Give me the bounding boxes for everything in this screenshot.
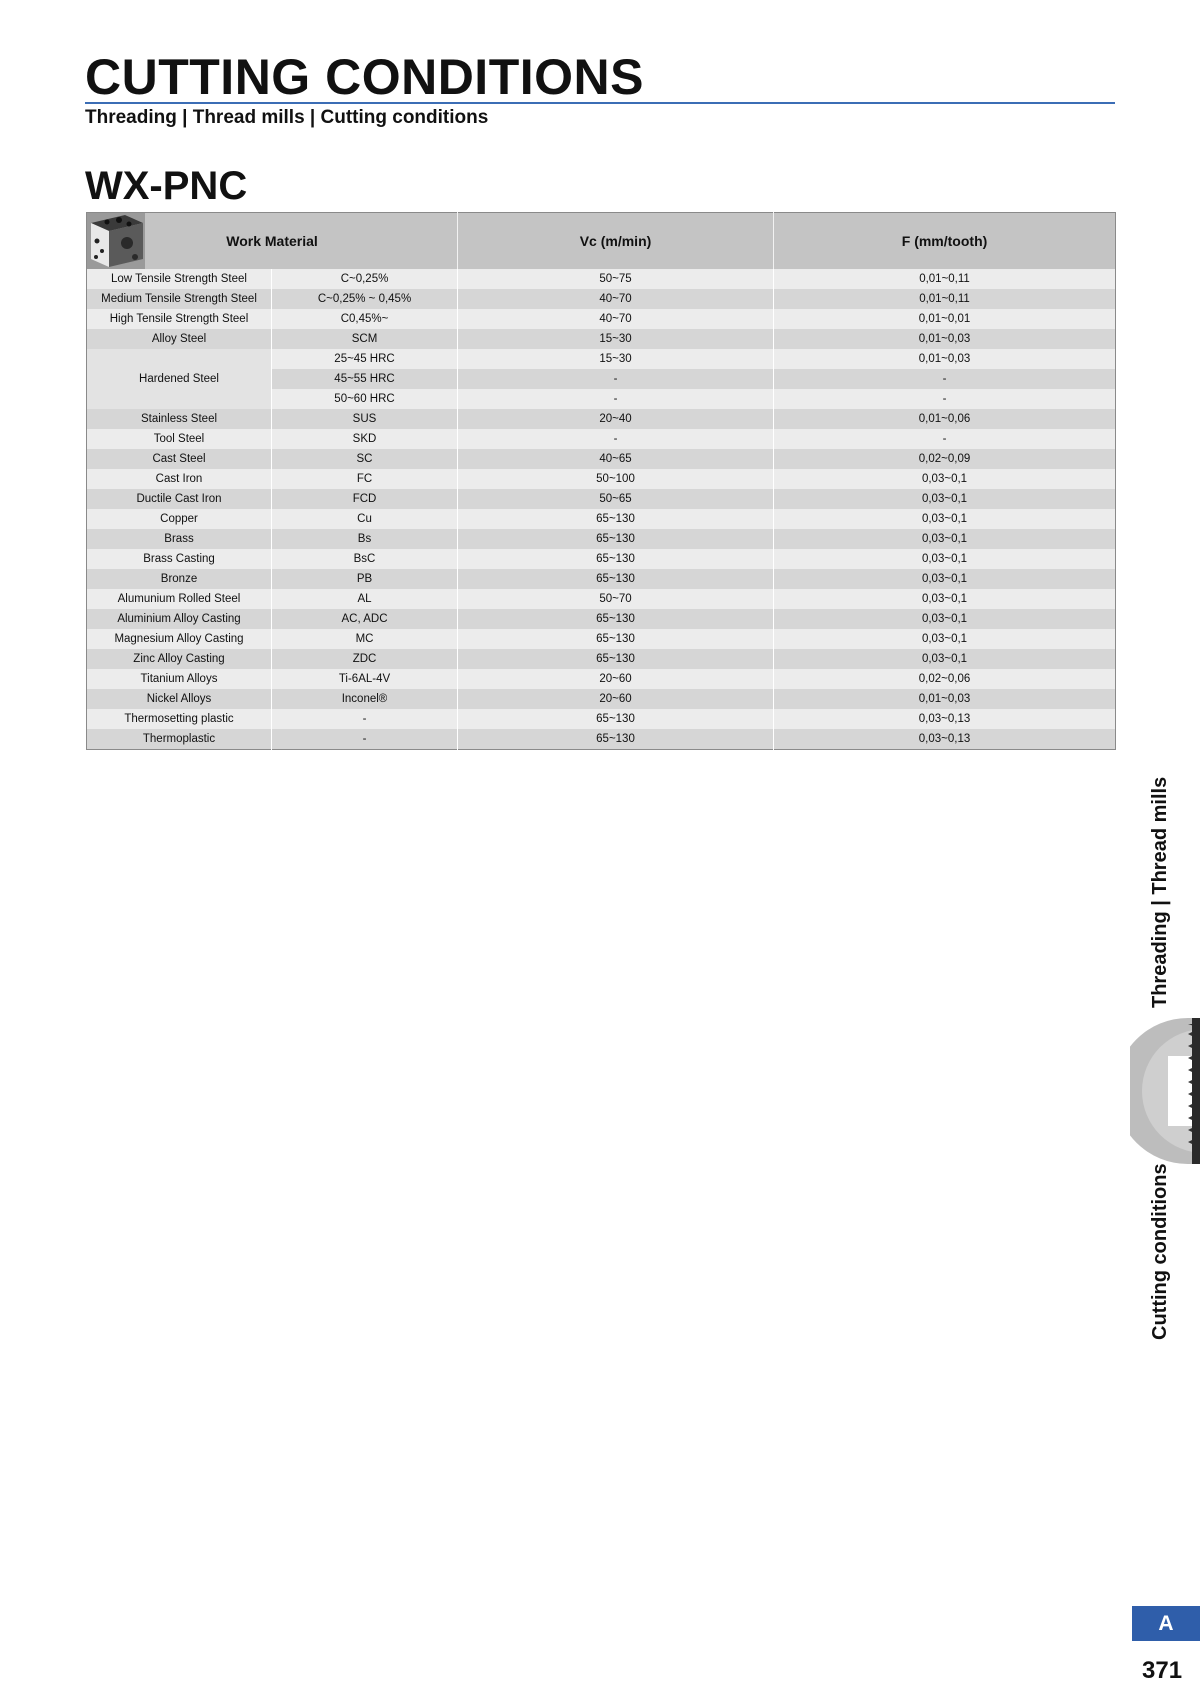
header-vc: Vc (m/min) xyxy=(458,213,774,270)
vc-cell: 15~30 xyxy=(458,329,774,349)
f-cell: 0,03~0,1 xyxy=(774,549,1116,569)
material-cell: Zinc Alloy Casting xyxy=(87,649,272,669)
table-row xyxy=(87,349,1116,369)
vc-cell: - xyxy=(458,369,774,389)
spec-cell: AL xyxy=(272,589,458,609)
table-row xyxy=(87,529,1116,549)
header-work-material xyxy=(87,213,458,270)
table-header-row xyxy=(87,213,1116,270)
spec-cell: ZDC xyxy=(272,649,458,669)
material-cell: Alloy Steel xyxy=(87,329,272,349)
table-row xyxy=(87,729,1116,750)
f-cell: 0,01~0,06 xyxy=(774,409,1116,429)
vc-cell: 65~130 xyxy=(458,509,774,529)
f-cell: 0,03~0,1 xyxy=(774,569,1116,589)
spec-cell: 50~60 HRC xyxy=(272,389,458,409)
page-title: CUTTING CONDITIONS xyxy=(85,49,644,105)
table-row xyxy=(87,509,1116,529)
f-cell: 0,03~0,1 xyxy=(774,629,1116,649)
vc-cell: 65~130 xyxy=(458,629,774,649)
thread-mill-tab-icon xyxy=(1130,1018,1200,1164)
f-cell: 0,03~0,13 xyxy=(774,729,1116,750)
table-row xyxy=(87,589,1116,609)
material-cell: Alumunium Rolled Steel xyxy=(87,589,272,609)
table-row xyxy=(87,609,1116,629)
vc-cell: 65~130 xyxy=(458,729,774,750)
spec-cell: PB xyxy=(272,569,458,589)
vc-cell: 40~70 xyxy=(458,309,774,329)
cutting-conditions-table xyxy=(86,212,1116,750)
vc-cell: 65~130 xyxy=(458,609,774,629)
vc-cell: 20~40 xyxy=(458,409,774,429)
spec-cell: SCM xyxy=(272,329,458,349)
material-cell: Ductile Cast Iron xyxy=(87,489,272,509)
vc-cell: 15~30 xyxy=(458,349,774,369)
material-cell: Nickel Alloys xyxy=(87,689,272,709)
vc-cell: 50~75 xyxy=(458,269,774,289)
f-cell: 0,03~0,1 xyxy=(774,589,1116,609)
vc-cell: 40~65 xyxy=(458,449,774,469)
f-cell: 0,02~0,06 xyxy=(774,669,1116,689)
f-cell: 0,01~0,03 xyxy=(774,689,1116,709)
workpiece-icon xyxy=(87,213,145,269)
spec-cell: 45~55 HRC xyxy=(272,369,458,389)
f-cell: 0,02~0,09 xyxy=(774,449,1116,469)
vc-cell: 65~130 xyxy=(458,569,774,589)
table-row xyxy=(87,269,1116,289)
spec-cell: FC xyxy=(272,469,458,489)
table-row xyxy=(87,329,1116,349)
table-row xyxy=(87,469,1116,489)
spec-cell: SUS xyxy=(272,409,458,429)
material-cell: High Tensile Strength Steel xyxy=(87,309,272,329)
page-number: 371 xyxy=(1142,1657,1183,1684)
spec-cell: Ti-6AL-4V xyxy=(272,669,458,689)
table-row xyxy=(87,289,1116,309)
f-cell: 0,03~0,1 xyxy=(774,509,1116,529)
vc-cell: 50~100 xyxy=(458,469,774,489)
table-row xyxy=(87,689,1116,709)
f-cell: 0,03~0,1 xyxy=(774,609,1116,629)
side-tab-label-threading: Threading | Thread mills xyxy=(1149,776,1171,1008)
f-cell: - xyxy=(774,389,1116,409)
f-cell: 0,03~0,13 xyxy=(774,709,1116,729)
f-cell: - xyxy=(774,369,1116,389)
f-cell: 0,01~0,11 xyxy=(774,289,1116,309)
vc-cell: 65~130 xyxy=(458,549,774,569)
spec-cell: AC, ADC xyxy=(272,609,458,629)
material-cell: Thermosetting plastic xyxy=(87,709,272,729)
spec-cell: BsC xyxy=(272,549,458,569)
spec-cell: SC xyxy=(272,449,458,469)
material-cell: Hardened Steel xyxy=(87,349,272,409)
vc-cell: - xyxy=(458,389,774,409)
vc-cell: 40~70 xyxy=(458,289,774,309)
f-cell: 0,01~0,11 xyxy=(774,269,1116,289)
material-cell: Titanium Alloys xyxy=(87,669,272,689)
material-cell: Stainless Steel xyxy=(87,409,272,429)
material-cell: Medium Tensile Strength Steel xyxy=(87,289,272,309)
vc-cell: - xyxy=(458,429,774,449)
material-cell: Bronze xyxy=(87,569,272,589)
spec-cell: - xyxy=(272,729,458,750)
vc-cell: 65~130 xyxy=(458,709,774,729)
header-work-material-label: Work Material xyxy=(226,233,318,249)
spec-cell: SKD xyxy=(272,429,458,449)
product-title: WX-PNC xyxy=(85,164,248,208)
header-f: F (mm/tooth) xyxy=(774,213,1116,270)
vc-cell: 65~130 xyxy=(458,649,774,669)
spec-cell: Bs xyxy=(272,529,458,549)
material-cell: Low Tensile Strength Steel xyxy=(87,269,272,289)
spec-cell: 25~45 HRC xyxy=(272,349,458,369)
table-row xyxy=(87,709,1116,729)
vc-cell: 65~130 xyxy=(458,529,774,549)
spec-cell: MC xyxy=(272,629,458,649)
material-cell: Brass Casting xyxy=(87,549,272,569)
spec-cell: C~0,25% xyxy=(272,269,458,289)
material-cell: Thermoplastic xyxy=(87,729,272,750)
section-tab[interactable]: A xyxy=(1132,1606,1200,1641)
material-cell: Tool Steel xyxy=(87,429,272,449)
side-tab-label-cutting-conditions: Cutting conditions xyxy=(1149,1163,1171,1340)
material-cell: Cast Iron xyxy=(87,469,272,489)
vc-cell: 20~60 xyxy=(458,689,774,709)
material-cell: Cast Steel xyxy=(87,449,272,469)
spec-cell: - xyxy=(272,709,458,729)
f-cell: 0,03~0,1 xyxy=(774,649,1116,669)
material-cell: Magnesium Alloy Casting xyxy=(87,629,272,649)
vc-cell: 50~70 xyxy=(458,589,774,609)
table-row xyxy=(87,409,1116,429)
table-row xyxy=(87,629,1116,649)
material-cell: Aluminium Alloy Casting xyxy=(87,609,272,629)
vc-cell: 20~60 xyxy=(458,669,774,689)
table-row xyxy=(87,449,1116,469)
f-cell: 0,01~0,03 xyxy=(774,329,1116,349)
table-row xyxy=(87,649,1116,669)
f-cell: 0,03~0,1 xyxy=(774,489,1116,509)
table-row xyxy=(87,549,1116,569)
spec-cell: FCD xyxy=(272,489,458,509)
table-row xyxy=(87,309,1116,329)
vc-cell: 50~65 xyxy=(458,489,774,509)
spec-cell: C~0,25% ~ 0,45% xyxy=(272,289,458,309)
title-rule xyxy=(85,102,1115,104)
f-cell: 0,03~0,1 xyxy=(774,529,1116,549)
table-row xyxy=(87,669,1116,689)
f-cell: 0,03~0,1 xyxy=(774,469,1116,489)
f-cell: 0,01~0,01 xyxy=(774,309,1116,329)
table-row xyxy=(87,429,1116,449)
f-cell: - xyxy=(774,429,1116,449)
material-cell: Brass xyxy=(87,529,272,549)
material-cell: Copper xyxy=(87,509,272,529)
table-row xyxy=(87,569,1116,589)
table-row xyxy=(87,489,1116,509)
f-cell: 0,01~0,03 xyxy=(774,349,1116,369)
spec-cell: C0,45%~ xyxy=(272,309,458,329)
spec-cell: Cu xyxy=(272,509,458,529)
spec-cell: Inconel® xyxy=(272,689,458,709)
breadcrumb: Threading | Thread mills | Cutting conditions xyxy=(85,107,489,128)
